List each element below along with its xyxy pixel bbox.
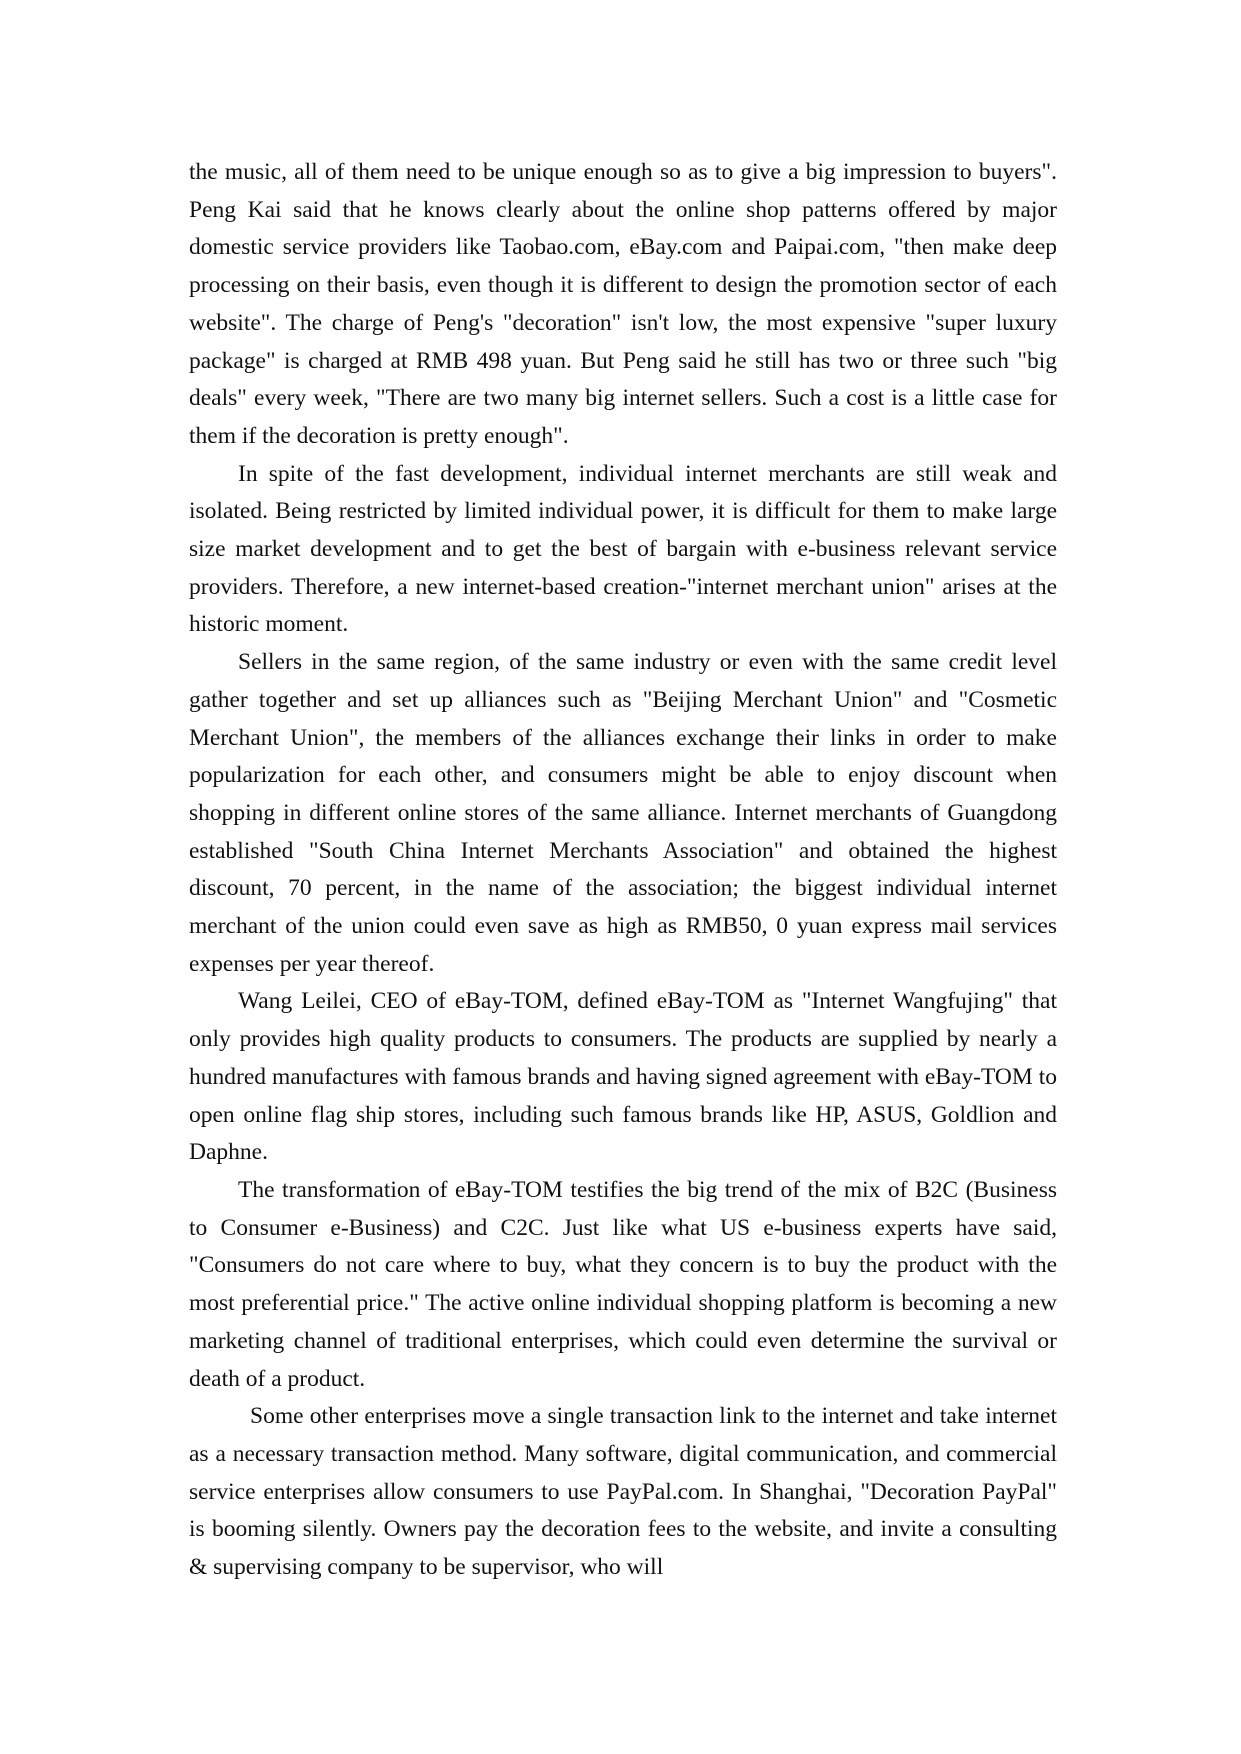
body-text — [189, 154, 1057, 1587]
paragraph-ebay-tom: Wang Leilei, CEO of eBay-TOM, defined eBay-TOM as "Internet Wangfujing" that only provides high quality products to consumers. The products are supplied by nearly a hundred manufactures with famous brands and having signed agreement with eBay-TOM to open online flag ship stores, including such famous brands like HP, ASUS, Goldlion and Daphne. — [189, 988, 1057, 1166]
paragraph-paypal: Some other enterprises move a single transaction link to the internet and take internet as a necessary transaction method. Many software, digital communication, and commercial service enterprises allow consumers to use PayPal.com. In Shanghai, "Decoration PayPal" is booming silently. Owners pay the decoration fees to the website, and invite a consulting & supervising company to be supervisor, who will — [189, 1403, 1057, 1581]
paragraph-merchant-weakness: In spite of the fast development, individual internet merchants are still weak and isolated. Being restricted by limited individual power, it is difficult for them to make large size market development and to get the best of bargain with e-business relevant service providers. Therefore, a new internet-based creation-"internet merchant union" arises at the historic moment. — [189, 460, 1057, 638]
paragraph-merchant-unions: Sellers in the same region, of the same industry or even with the same credit level gather together and set up alliances such as "Beijing Merchant Union" and "Cosmetic Merchant Union", the members of the alliances exchange their links in order to make popularization for each other, and consumers might be able to enjoy discount when shopping in different online stores of the same alliance. Internet merchants of Guangdong established "South China Internet Merchants Association" and obtained the highest discount, 70 percent, in the name of the association; the biggest individual internet merchant of the union could even save as high as RMB50, 0 yuan express mail services expenses per year thereof. — [189, 649, 1057, 977]
paragraph-continued: the music, all of them need to be unique enough so as to give a big impression to buyers". Peng Kai said that he knows clearly about the online shop patterns offered by major domestic service providers like Taobao.com, eBay.com and Paipai.com, "then make deep processing on their basis, even though it is different to design the promotion sector of each website". The charge of Peng's "decoration" isn't low, the most expensive "super luxury package" is charged at RMB 498 yuan. But Peng said he still has two or three such "big deals" every week, "There are two many big internet sellers. Such a cost is a little case for them if the decoration is pretty enough". — [189, 159, 1057, 449]
paragraph-b2c-c2c-trend: The transformation of eBay-TOM testifies the big trend of the mix of B2C (Business to Consumer e-Business) and C2C. Just like what US e-business experts have said, "Consumers do not care where to buy, what they concern is to buy the product with the most preferential price." The active online individual shopping platform is becoming a new marketing channel of traditional enterprises, which could even determine the survival or death of a product. — [189, 1176, 1057, 1392]
